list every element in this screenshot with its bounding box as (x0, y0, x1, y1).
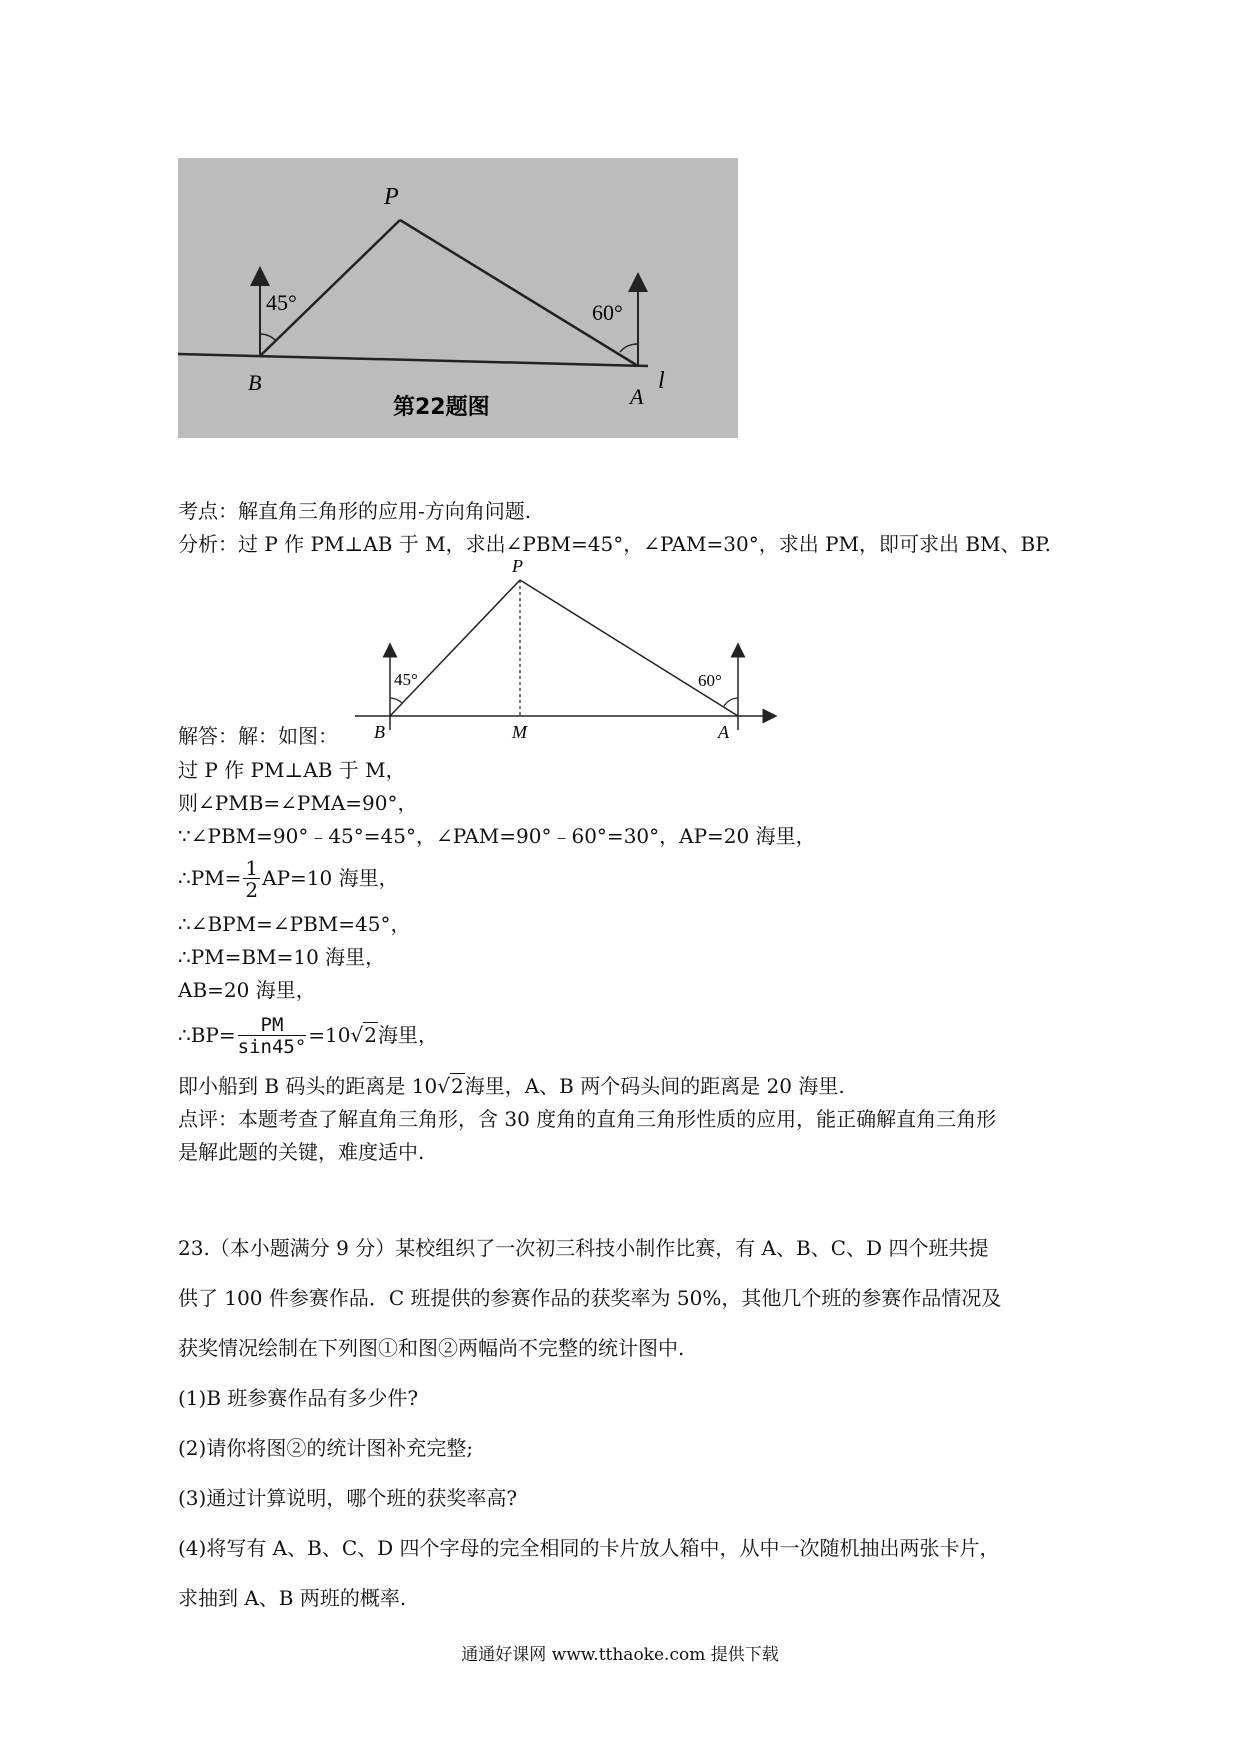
fraction-numerator: 1 (245, 856, 259, 880)
label-l: l (658, 368, 665, 394)
angle-label-a: 60° (592, 300, 623, 325)
label-p: P (512, 558, 523, 576)
figure-22-diagram (178, 158, 738, 438)
angle-label-a: 60° (698, 671, 722, 690)
sqrt-radicand: 2 (364, 1023, 377, 1047)
solution-line-8 (178, 1010, 438, 1060)
solution-line-4 (178, 855, 399, 901)
solution-line-8-post: 海里， (377, 1023, 438, 1047)
segment-bp (260, 220, 400, 356)
solution-line-1: 过 P 作 PM⊥AB 于 M， (178, 758, 406, 782)
question-23-para-3: 获奖情况绘制在下列图①和图②两幅尚不完整的统计图中. (178, 1336, 685, 1360)
sqrt-symbol: √2 (350, 1023, 377, 1047)
angle-arc-a (620, 344, 638, 352)
fraction-one-half (243, 858, 260, 901)
angle-arc-a (724, 698, 738, 706)
fraction-pm-over-sin45 (238, 1015, 307, 1058)
solution-line-9-post: 海里，A、B 两个码头间的距离是 20 海里. (464, 1074, 845, 1098)
solution-line-9 (178, 1072, 845, 1100)
dianping-line-1: 点评：本题考查了解直角三角形，含 30 度角的直角三角形性质的应用，能正确解直角三角形 (178, 1107, 997, 1131)
figure-caption: 第22题图 (393, 395, 490, 420)
solution-line-8-pre: ∴BP= (178, 1023, 236, 1047)
angle-label-b: 45° (266, 290, 297, 315)
sqrt-radicand: 2 (450, 1074, 464, 1098)
segment-bp (390, 580, 520, 716)
fenxi-line: 分析：过 P 作 PM⊥AB 于 M，求出∠PBM=45°，∠PAM=30°，求出 PM，即可求出 BM、BP. (178, 532, 1051, 556)
solution-line-4-pre: ∴PM= (178, 866, 242, 890)
segment-pa (400, 220, 638, 366)
label-b: B (374, 722, 385, 742)
sqrt-symbol: √2 (437, 1074, 464, 1098)
segment-pa (520, 580, 738, 716)
line-l (178, 354, 648, 366)
figure-22-photo (178, 158, 738, 438)
label-a: A (718, 722, 729, 742)
solution-line-8-mid: =10 (308, 1023, 351, 1047)
footer-source: 通通好课网 www.tthaoke.com 提供下载 (461, 1645, 779, 1665)
solution-line-4-post: AP=10 海里， (262, 866, 399, 890)
question-23-sub-2: (2)请你将图②的统计图补充完整; (178, 1436, 474, 1460)
figure-solution-diagram (340, 558, 780, 748)
question-23-para-2: 供了 100 件参赛作品．C 班提供的参赛作品的获奖率为 50%，其他几个班的参赛作品情况及 (178, 1286, 1002, 1310)
kaodian-line: 考点：解直角三角形的应用-方向角问题. (178, 499, 532, 523)
question-23-para-1: 23.（本小题满分 9 分）某校组织了一次初三科技小制作比赛，有 A、B、C、D 四个班共提 (178, 1236, 989, 1260)
solution-line-7: AB=20 海里， (178, 978, 316, 1002)
label-m: M (512, 722, 527, 742)
angle-arc-b (260, 334, 276, 341)
question-23-sub-4a: (4)将写有 A、B、C、D 四个字母的完全相同的卡片放人箱中，从中一次随机抽出两张卡片， (178, 1536, 1000, 1560)
question-23-sub-3: (3)通过计算说明，哪个班的获奖率高? (178, 1486, 518, 1510)
angle-label-b: 45° (394, 670, 418, 689)
solution-line-5: ∴∠BPM=∠PBM=45°， (178, 912, 411, 936)
solution-line-9-pre: 即小船到 B 码头的距离是 10 (178, 1074, 438, 1098)
solution-line-6: ∴PM=BM=10 海里， (178, 945, 386, 969)
angle-arc-b (390, 698, 402, 703)
fraction-denominator: 2 (245, 878, 259, 902)
label-b: B (248, 370, 262, 395)
solution-intro: 解答：解：如图： (178, 724, 338, 748)
solution-line-2: 则∠PMB=∠PMA=90°， (178, 791, 418, 815)
fraction-numerator: PM (238, 1015, 307, 1036)
fraction-denominator: sin45° (237, 1036, 307, 1058)
question-23-sub-4b: 求抽到 A、B 两班的概率. (178, 1586, 407, 1610)
label-a: A (630, 384, 644, 409)
solution-line-3: ∵∠PBM=90°﹣45°=45°，∠PAM=90°﹣60°=30°，AP=20 海里， (178, 824, 816, 848)
label-p: P (384, 184, 399, 210)
question-23-sub-1: (1)B 班参赛作品有多少件? (178, 1386, 419, 1410)
dianping-line-2: 是解此题的关键，难度适中. (178, 1140, 425, 1164)
